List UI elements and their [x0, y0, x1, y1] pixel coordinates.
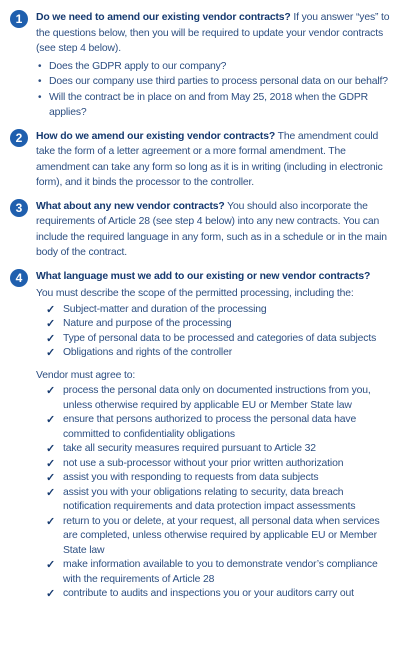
section-2 — [10, 129, 390, 191]
checklist-item-text: take all security measures required pursuant to Article 32 — [63, 443, 316, 454]
list-item — [36, 59, 390, 75]
checklist-item — [46, 471, 390, 486]
list-item — [36, 74, 390, 90]
checklist-item — [46, 486, 390, 515]
checklist-item-text: process the personal data only on documented instructions from you, unless otherwise required by applicable EU or Member State law — [63, 385, 371, 411]
checkmark-icon: ✓ — [46, 472, 56, 484]
section-4-paragraph — [36, 269, 390, 285]
checkmark-icon: ✓ — [46, 303, 56, 316]
checklist-item — [46, 442, 390, 457]
vendor-checklist — [36, 384, 390, 602]
checklist-item-text: return to you or delete, at your request, all personal data when services are completed, unless otherwise required by applicable EU or Member State law — [63, 515, 380, 556]
checklist-item — [46, 303, 390, 318]
bullet-icon: • — [38, 91, 42, 103]
checklist-item — [46, 346, 390, 361]
bullet-icon: • — [38, 60, 42, 72]
checklist-item-text: contribute to audits and inspections you or your auditors carry out — [63, 588, 354, 599]
list-item-text: Will the contract be in place on and from May 25, 2018 when the GDPR applies? — [49, 91, 369, 118]
checklist-item-text: ensure that persons authorized to process the personal data have committed to confidentiality obligations — [63, 414, 357, 440]
checklist-item-text: not use a sub-processor without your prior written authorization — [63, 457, 344, 469]
checklist-item — [46, 384, 390, 413]
checklist-item — [46, 317, 390, 332]
section-1-text: If you answer “yes” to the questions below, then you will be required to update your vendor contracts (see step 4 below). — [36, 12, 390, 54]
checkmark-icon: ✓ — [46, 515, 56, 528]
scope-checklist — [36, 303, 390, 361]
section-3-text: You should also incorporate the requirements of Article 28 (see step 4 below) into any new contracts. You can include the required language in any form, such as in a schedule or in the main body of the contract. — [36, 200, 387, 258]
section-2-paragraph — [36, 129, 390, 191]
checklist-item — [46, 558, 390, 587]
checkmark-icon: ✓ — [46, 443, 56, 455]
checklist-item-text: Obligations and rights of the controller — [63, 347, 233, 358]
bullet-icon: • — [38, 76, 42, 87]
checklist-item-text: assist you with your obligations relating to security, data breach notification requirements and data protection impact assessments — [63, 486, 356, 512]
checklist-item-text: Type of personal data to be processed and categories of data subjects — [63, 332, 377, 344]
checklist-item-text: make information available to you to demonstrate vendor’s compliance with the requirements of Article 28 — [63, 559, 378, 585]
section-2-text: The amendment could take the form of a letter agreement or a more formal amendment. The amendment can take any form so long as it is in writing (including in electronic form), and it binds the processor to the controller. — [36, 130, 383, 188]
section-2-question: How do we amend our existing vendor contracts? — [36, 130, 276, 142]
checkmark-icon: ✓ — [46, 332, 56, 345]
section-1-bullet-list — [36, 59, 390, 121]
checklist-item-text: Nature and purpose of the processing — [63, 318, 232, 329]
section-1 — [10, 10, 390, 121]
checkmark-icon: ✓ — [46, 347, 56, 359]
step-number-3-badge: 3 — [10, 199, 28, 217]
list-item — [36, 90, 390, 121]
checkmark-icon: ✓ — [46, 414, 56, 426]
checklist-item — [46, 587, 390, 602]
checklist-item — [46, 413, 390, 442]
list-item-text: Does our company use third parties to process personal data on our behalf? — [49, 76, 388, 87]
checklist-item — [46, 515, 390, 559]
checklist-item-text: assist you with responding to requests from data subjects — [63, 472, 319, 483]
checklist-item-text: Subject-matter and duration of the processing — [63, 303, 267, 315]
step-number-4-badge: 4 — [10, 269, 28, 287]
checklist-item — [46, 457, 390, 472]
list-item-text: Does the GDPR apply to our company? — [49, 60, 227, 72]
checklist-item — [46, 332, 390, 347]
section-1-question: Do we need to amend our existing vendor contracts? — [36, 12, 291, 23]
checkmark-icon: ✓ — [46, 486, 56, 499]
checkmark-icon: ✓ — [46, 318, 56, 330]
step-number-2-badge: 2 — [10, 129, 28, 147]
vendor-intro: Vendor must agree to: — [36, 369, 136, 381]
section-4 — [10, 269, 390, 602]
checkmark-icon: ✓ — [46, 559, 56, 571]
checkmark-icon: ✓ — [46, 385, 56, 397]
section-3 — [10, 199, 390, 261]
step-number-1-badge: 1 — [10, 10, 28, 28]
section-4-question: What language must we add to our existing or new vendor contracts? — [36, 270, 371, 282]
section-1-paragraph — [36, 10, 390, 57]
section-3-question: What about any new vendor contracts? — [36, 200, 225, 212]
checkmark-icon: ✓ — [46, 588, 56, 600]
checkmark-icon: ✓ — [46, 457, 56, 470]
scope-intro: You must describe the scope of the permitted processing, including the: — [36, 288, 354, 299]
section-3-paragraph — [36, 199, 390, 261]
